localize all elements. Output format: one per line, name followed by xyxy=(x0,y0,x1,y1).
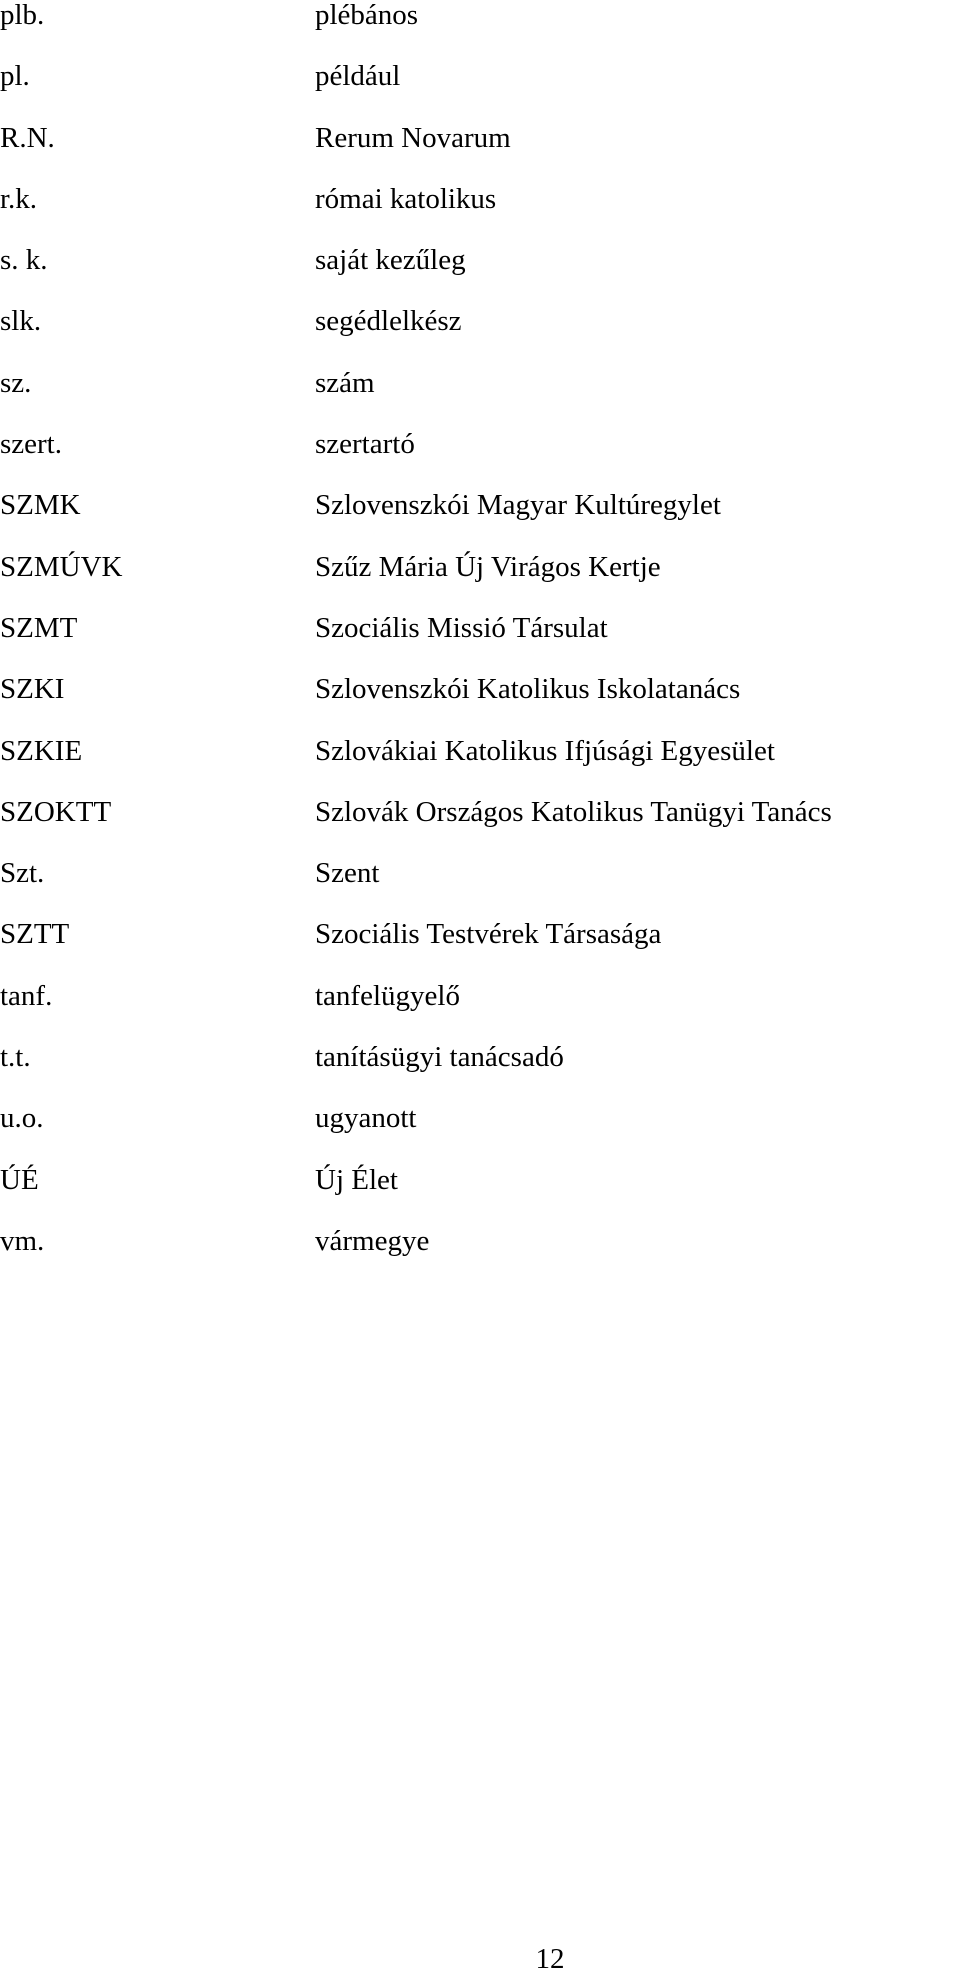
abbreviation-full: római katolikus xyxy=(315,182,497,215)
abbreviation-short: pl. xyxy=(0,60,30,93)
abbreviation-short: ÚÉ xyxy=(0,1163,39,1196)
abbreviation-row xyxy=(0,306,960,367)
abbreviation-short: SZMÚVK xyxy=(0,550,123,583)
abbreviation-short: vm. xyxy=(0,1224,45,1257)
abbreviation-row xyxy=(0,1042,960,1103)
abbreviation-row xyxy=(0,61,960,122)
abbreviation-row xyxy=(0,736,960,797)
abbreviation-row xyxy=(0,613,960,674)
abbreviation-row xyxy=(0,0,960,61)
abbreviation-full: Szlovenszkói Katolikus Iskolatanács xyxy=(315,673,741,706)
abbreviation-full: Szociális Missió Társulat xyxy=(315,611,608,644)
abbreviation-row xyxy=(0,1165,960,1226)
abbreviation-short: SZTT xyxy=(0,918,70,951)
abbreviation-short: slk. xyxy=(0,305,42,338)
abbreviation-row xyxy=(0,981,960,1042)
abbreviation-full: szertartó xyxy=(315,428,415,461)
abbreviation-row xyxy=(0,368,960,429)
abbreviation-full: plébános xyxy=(315,0,419,31)
abbreviation-short: t.t. xyxy=(0,1041,31,1074)
abbreviation-full: Szlovák Országos Katolikus Tanügyi Tanács xyxy=(315,795,832,828)
abbreviation-short: SZKIE xyxy=(0,734,83,767)
abbreviation-full: tanfelügyelő xyxy=(315,979,460,1012)
abbreviation-short: r.k. xyxy=(0,182,38,215)
abbreviation-row xyxy=(0,490,960,551)
abbreviation-row xyxy=(0,919,960,980)
abbreviation-full: szám xyxy=(315,366,375,399)
abbreviation-full: vármegye xyxy=(315,1224,430,1257)
abbreviation-short: u.o. xyxy=(0,1102,44,1135)
abbreviation-short: Szt. xyxy=(0,857,45,890)
abbreviation-row xyxy=(0,1103,960,1164)
abbreviation-full: Szociális Testvérek Társasága xyxy=(315,918,662,951)
abbreviation-short: plb. xyxy=(0,0,45,31)
abbreviation-short: szert. xyxy=(0,428,62,461)
abbreviation-row xyxy=(0,1226,960,1287)
abbreviation-short: tanf. xyxy=(0,979,53,1012)
abbreviation-full: Szűz Mária Új Virágos Kertje xyxy=(315,550,661,583)
abbreviation-full: tanításügyi tanácsadó xyxy=(315,1041,564,1074)
abbreviation-short: sz. xyxy=(0,366,32,399)
abbreviation-short: SZOKTT xyxy=(0,795,112,828)
abbreviation-row xyxy=(0,552,960,613)
abbreviation-full: saját kezűleg xyxy=(315,244,466,277)
abbreviation-short: SZMK xyxy=(0,489,81,522)
abbreviation-full: például xyxy=(315,60,401,93)
abbreviation-row xyxy=(0,429,960,490)
abbreviation-row xyxy=(0,245,960,306)
abbreviation-full: segédlelkész xyxy=(315,305,462,338)
abbreviation-full: Rerum Novarum xyxy=(315,121,511,154)
abbreviation-full: Új Élet xyxy=(315,1163,398,1196)
page-number: 12 xyxy=(535,1943,565,1975)
abbreviation-short: R.N. xyxy=(0,121,55,154)
abbreviation-row xyxy=(0,674,960,735)
abbreviation-full: Szlovákiai Katolikus Ifjúsági Egyesület xyxy=(315,734,775,767)
abbreviation-short: SZKI xyxy=(0,673,65,706)
abbreviation-row xyxy=(0,858,960,919)
abbreviation-row xyxy=(0,123,960,184)
abbreviation-row xyxy=(0,797,960,858)
abbreviation-short: s. k. xyxy=(0,244,48,277)
abbreviation-row xyxy=(0,184,960,245)
abbreviation-full: ugyanott xyxy=(315,1102,417,1135)
abbreviation-full: Szent xyxy=(315,857,380,890)
abbreviation-full: Szlovenszkói Magyar Kultúregylet xyxy=(315,489,721,522)
abbreviation-short: SZMT xyxy=(0,611,78,644)
